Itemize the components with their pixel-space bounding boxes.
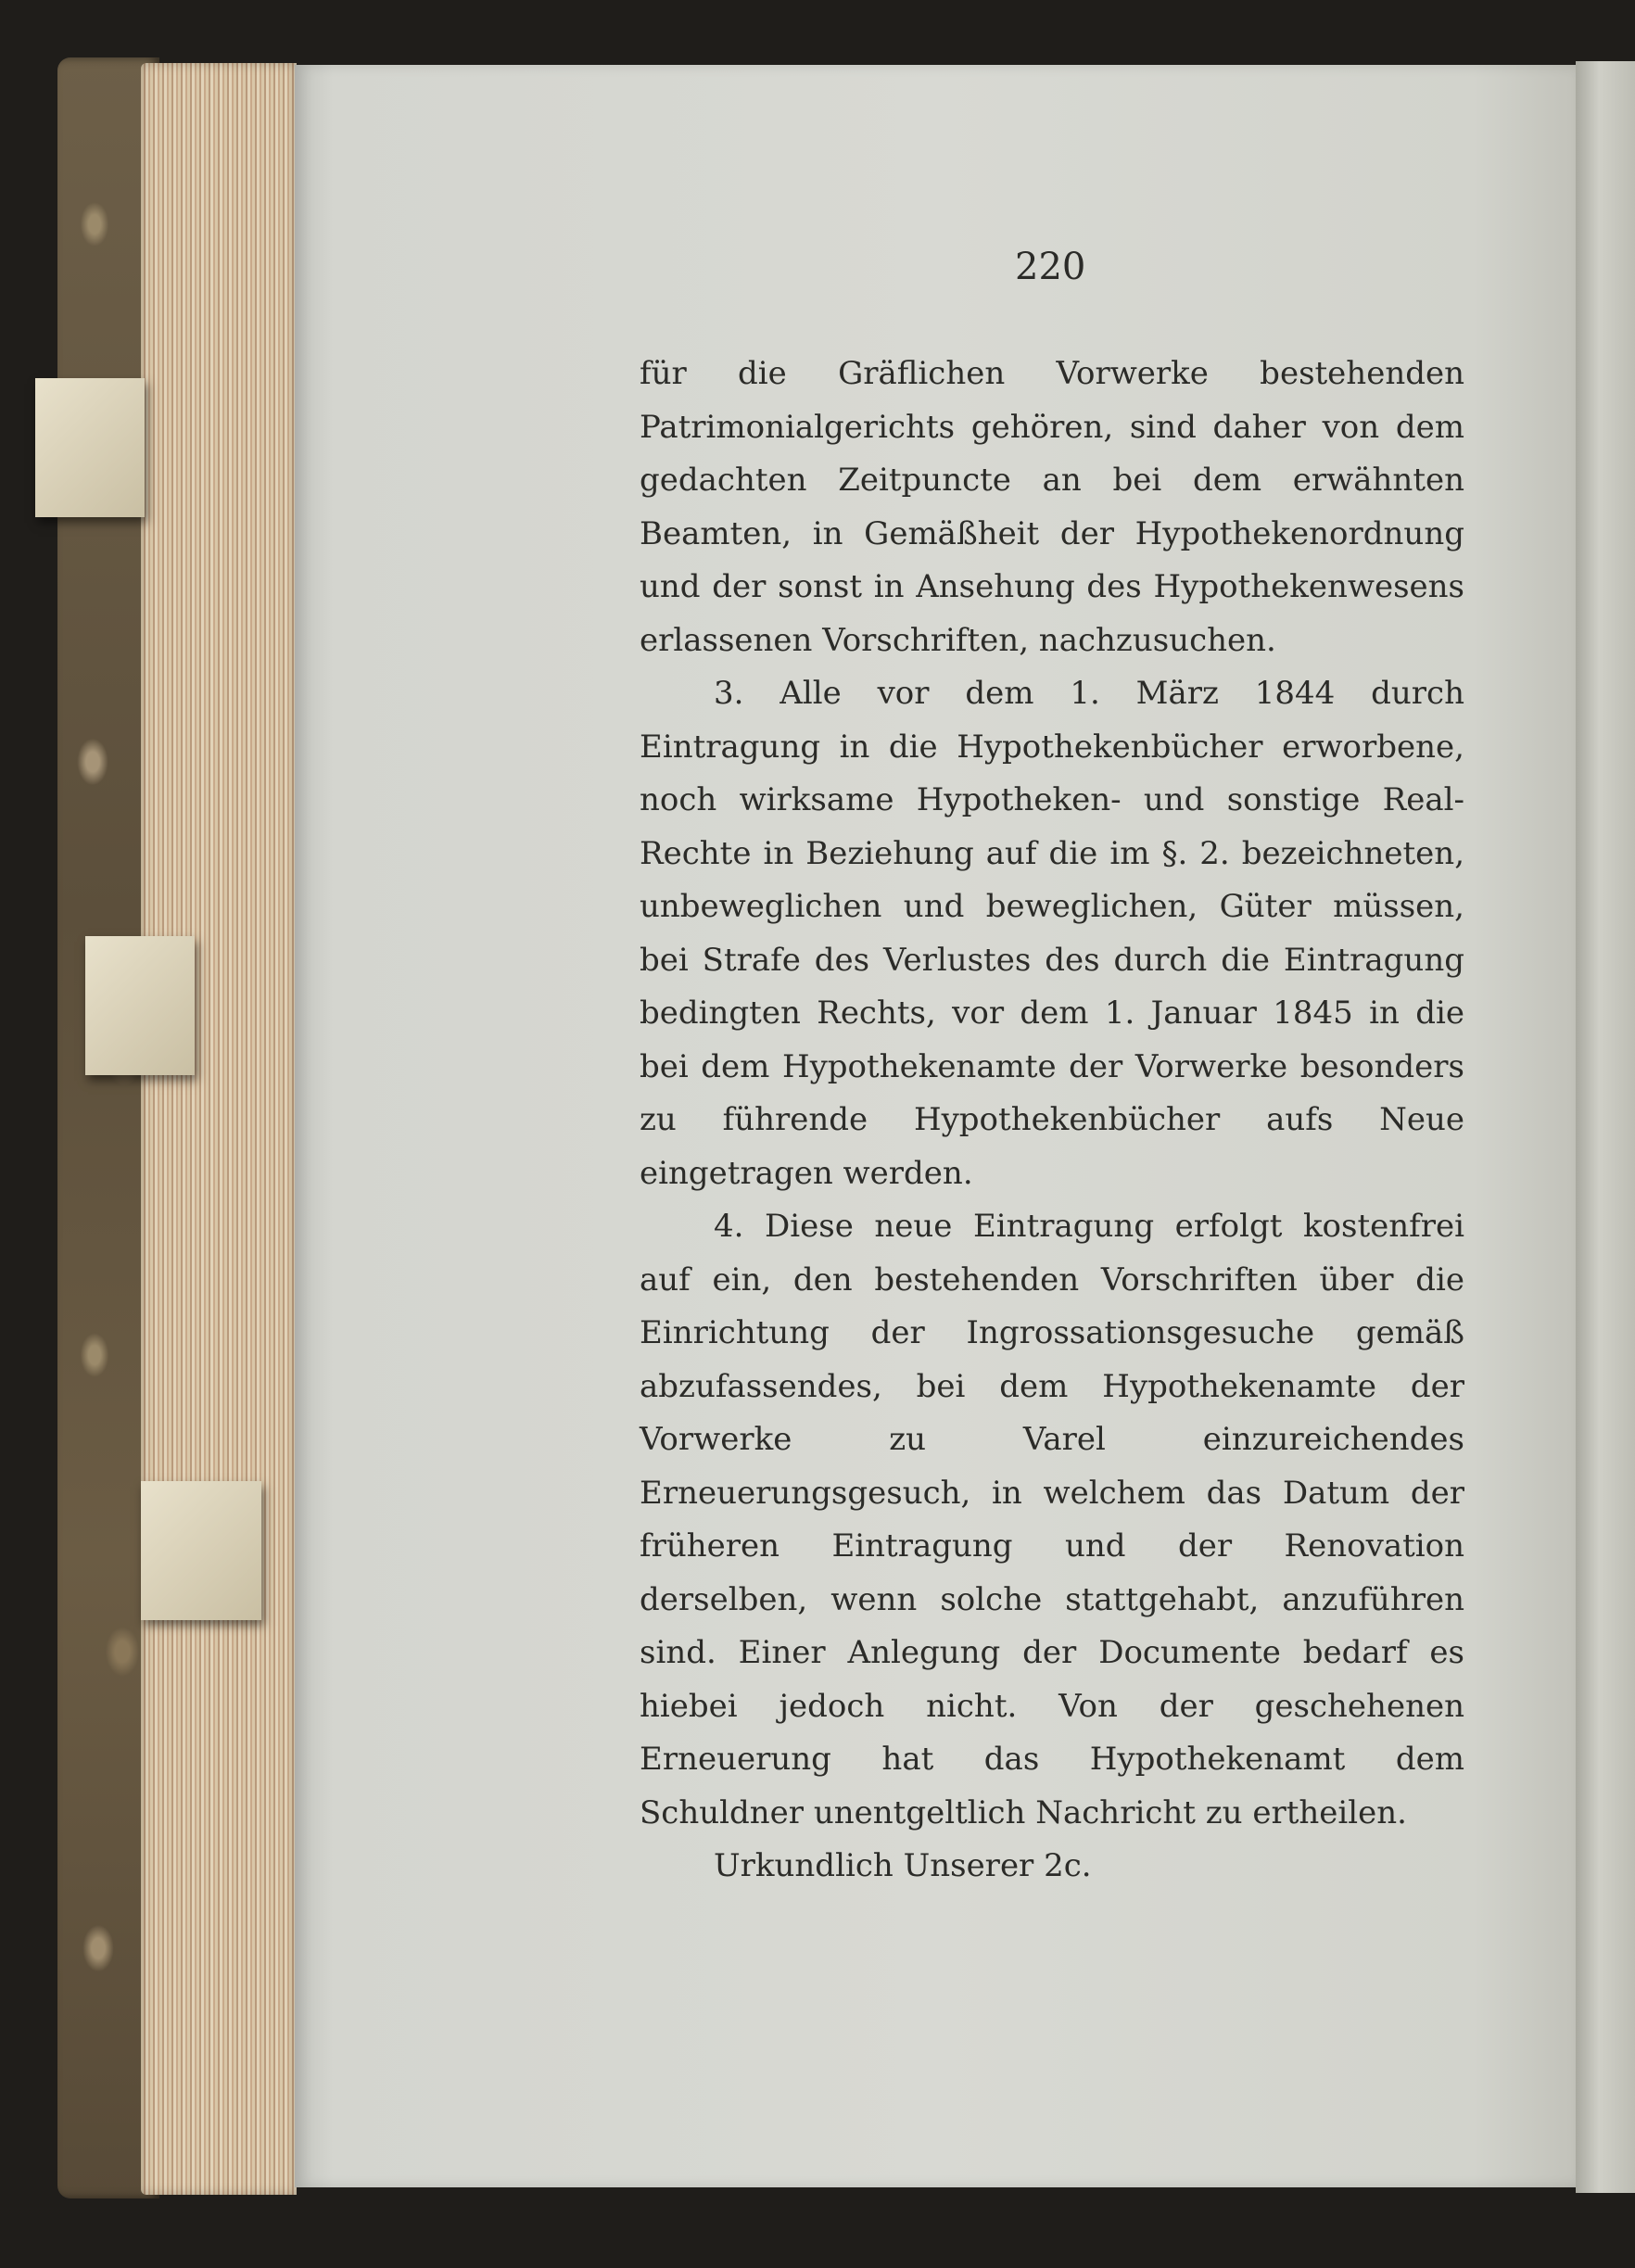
body-text [640, 348, 1464, 1894]
archival-tab [141, 1481, 261, 1620]
archival-tab [35, 378, 145, 517]
facing-page-edge [1576, 61, 1635, 2193]
archival-tab [85, 936, 195, 1075]
closing-formula: Urkundlich Unserer 2c. [714, 1847, 1092, 1884]
page-number: 220 [1015, 246, 1086, 288]
page-edges [141, 63, 297, 2195]
paragraph-continuation: für die Gräflichen Vorwerke bestehenden Patrimonialgerichts gehören, sind daher von dem gedachten Zeitpuncte an bei dem erwähnten Beamten, in Gemäßheit der Hypothekenordnung und der sonst in Ansehung des Hypothekenwesens erlassenen Vorschriften, nachzusuchen. [640, 355, 1464, 659]
paragraph-section-3: 3. Alle vor dem 1. März 1844 durch Eintragung in die Hypothekenbücher erworbene, noch wirksame Hypotheken- und sonstige Real-Rechte in Beziehung auf die im §. 2. bezeichneten, unbeweglichen und beweglichen, Güter müssen, bei Strafe des Verlustes des durch die Eintragung bedingten Rechts, vor dem 1. Januar 1845 in die bei dem Hypothekenamte der Vorwerke besonders zu führende Hypothekenbücher aufs Neue eingetragen werden. [640, 675, 1464, 1192]
paragraph-section-4: 4. Diese neue Eintragung erfolgt kostenfrei auf ein, den bestehenden Vorschriften über die Einrichtung der Ingrossationsgesuche gemäß abzufassendes, bei dem Hypothekenamte der Vorwerke zu Varel einzureichendes Erneuerungsgesuch, in welchem das Datum der früheren Eintragung und der Renovation derselben, wenn solche stattgehabt, anzuführen sind. Einer Anlegung der Documente bedarf es hiebei jedoch nicht. Von der geschehenen Erneuerung hat das Hypothekenamt dem Schuldner unentgeltlich Nachricht zu ertheilen. [640, 1208, 1464, 1831]
